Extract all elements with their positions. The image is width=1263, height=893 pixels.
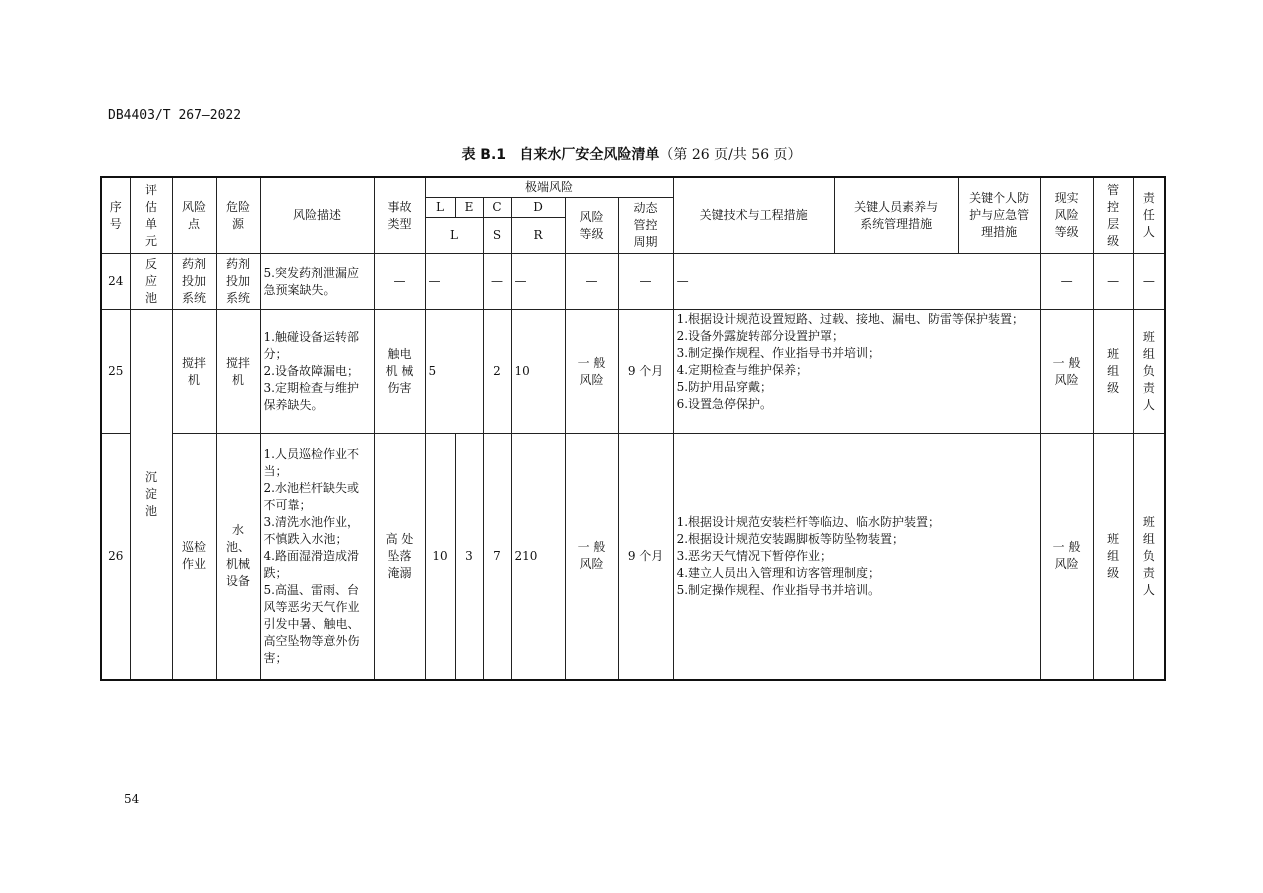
cell-control-level: 班 组 级 [1093, 310, 1133, 434]
cell-control-level: — [1093, 254, 1133, 310]
header-E: E [455, 198, 483, 218]
cell-C: 2 [483, 310, 511, 434]
cell-hazard: 药剂 投加 系统 [216, 254, 260, 310]
cell-current-risk-level: — [1040, 254, 1093, 310]
cell-description: 1.触碰设备运转部分； 2.设备故障漏电； 3.定期检查与维护保养缺失。 [260, 310, 374, 434]
cell-accident-type: 触电 机 械 伤害 [374, 310, 425, 434]
cell-D: 210 [511, 434, 565, 680]
cell-risk-point: 巡检 作业 [172, 434, 216, 680]
cell-control-cycle: — [618, 254, 673, 310]
cell-L: 10 [425, 434, 455, 680]
header-responsible: 责 任 人 [1133, 177, 1165, 254]
header-accident-type: 事故 类型 [374, 177, 425, 254]
cell-D: 10 [511, 310, 565, 434]
header-control-level: 管 控 层 级 [1093, 177, 1133, 254]
cell-current-risk-level: 一 般 风险 [1040, 434, 1093, 680]
cell-unit: 反 应 池 [130, 254, 172, 310]
cell-D: — [511, 254, 565, 310]
table-name: 自来水厂安全风险清单 [519, 147, 660, 163]
page-number: 54 [124, 792, 140, 806]
cell-risk-level: 一 般 风险 [565, 434, 618, 680]
cell-risk-point: 搅拌 机 [172, 310, 216, 434]
header-seq: 序 号 [101, 177, 130, 254]
header-risk-level: 风险 等级 [565, 198, 618, 254]
cell-risk-level: 一 般 风险 [565, 310, 618, 434]
cell-risk-point: 药剂 投加 系统 [172, 254, 216, 310]
header-current-risk-level: 现实 风险 等级 [1040, 177, 1093, 254]
cell-accident-type: — [374, 254, 425, 310]
cell-measures: — [673, 254, 1040, 310]
header-extreme-risk: 极端风险 [425, 177, 673, 198]
cell-control-level: 班 组 级 [1093, 434, 1133, 680]
header-control-cycle: 动态 管控 周期 [618, 198, 673, 254]
document-id: DB4403/T 267—2022 [108, 108, 242, 123]
cell-control-cycle: 9 个月 [618, 310, 673, 434]
header-protection-measures: 关键个人防 护与应急管 理措施 [958, 177, 1040, 254]
cell-responsible: 班 组 负 责 人 [1133, 434, 1165, 680]
cell-L: — [425, 254, 483, 310]
cell-measures: 1.根据设计规范设置短路、过载、接地、漏电、防雷等保护装置； 2.设备外露旋转部分设置护罩； 3.制定操作规程、作业指导书并培训； 4.定期检查与维护保养； 5.防护用品穿戴； 6.设置急停保护。 [673, 310, 1040, 434]
header-R: R [511, 218, 565, 254]
header-unit: 评 估 单 元 [130, 177, 172, 254]
cell-current-risk-level: 一 般 风险 [1040, 310, 1093, 434]
cell-hazard: 搅拌 机 [216, 310, 260, 434]
cell-hazard: 水 池、 机械 设备 [216, 434, 260, 680]
cell-accident-type: 高 处 坠落 淹溺 [374, 434, 425, 680]
header-personnel-measures: 关键人员素养与 系统管理措施 [834, 177, 958, 254]
cell-seq: 25 [101, 310, 130, 434]
table-title [0, 144, 1263, 164]
cell-control-cycle: 9 个月 [618, 434, 673, 680]
header-description: 风险描述 [260, 177, 374, 254]
table-label: 表 B.1 [461, 147, 507, 163]
cell-C: 7 [483, 434, 511, 680]
cell-E: 3 [455, 434, 483, 680]
risk-table [100, 176, 1166, 681]
table-page-suffix: （第 26 页/共 56 页） [659, 147, 802, 163]
header-tech-measures: 关键技术与工程措施 [673, 177, 834, 254]
cell-L: 5 [425, 310, 483, 434]
cell-unit: 沉 淀 池 [130, 310, 172, 680]
cell-responsible: — [1133, 254, 1165, 310]
table-row-25 [101, 310, 1165, 434]
table-row-26 [101, 434, 1165, 680]
cell-seq: 26 [101, 434, 130, 680]
cell-measures: 1.根据设计规范安装栏杆等临边、临水防护装置； 2.根据设计规范安装踢脚板等防坠物装置； 3.恶劣天气情况下暂停作业； 4.建立人员出入管理和访客管理制度； 5.制定操作规程、作业指导书并培训。 [673, 434, 1040, 680]
header-row [101, 177, 1165, 198]
header-C: C [483, 198, 511, 218]
cell-C: — [483, 254, 511, 310]
cell-description: 1.人员巡检作业不当； 2.水池栏杆缺失或不可靠； 3.清洗水池作业，不慎跌入水池； 4.路面湿滑造成滑跌； 5.高温、雷雨、台风等恶劣天气作业引发中暑、触电、高空坠物等意外伤害； [260, 434, 374, 680]
header-L: L [425, 198, 455, 218]
cell-risk-level: — [565, 254, 618, 310]
header-risk-point: 风险 点 [172, 177, 216, 254]
cell-responsible: 班 组 负 责 人 [1133, 310, 1165, 434]
header-D: D [511, 198, 565, 218]
cell-seq: 24 [101, 254, 130, 310]
header-hazard: 危险 源 [216, 177, 260, 254]
header-S: S [483, 218, 511, 254]
table-row-24 [101, 254, 1165, 310]
cell-description: 5.突发药剂泄漏应急预案缺失。 [260, 254, 374, 310]
header-L2: L [425, 218, 483, 254]
